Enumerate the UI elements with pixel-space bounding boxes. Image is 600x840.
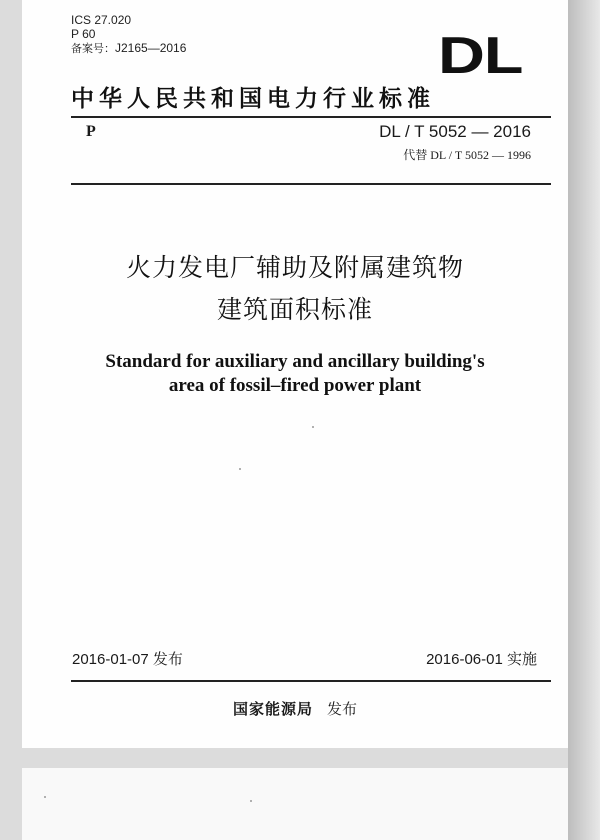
ics-code: ICS 27.020 bbox=[71, 13, 132, 27]
footer-divider bbox=[71, 680, 551, 682]
scan-speck bbox=[239, 468, 241, 470]
issuer-name: 国家能源局 bbox=[232, 700, 313, 718]
document-cover-page bbox=[22, 0, 568, 748]
industry-standard-title: 中华人民共和国电力行业标准 bbox=[71, 85, 435, 112]
standard-number: DL / T 5052 — 2016 bbox=[379, 122, 531, 141]
issued-word: 发布 bbox=[327, 700, 358, 718]
page-edge-shadow bbox=[568, 0, 600, 840]
classification-letter: P bbox=[86, 123, 96, 140]
record-number-line bbox=[71, 41, 186, 56]
record-number: J2165—2016 bbox=[115, 41, 187, 55]
record-number-label: 备案号： bbox=[71, 42, 115, 55]
scan-speck bbox=[44, 796, 46, 798]
header-divider bbox=[71, 183, 551, 185]
issue-date: 2016-01-07 发布 bbox=[72, 651, 183, 668]
title-english-line-2: area of fossil–fired power plant bbox=[168, 375, 422, 396]
scan-speck bbox=[250, 800, 252, 802]
class-code: P 60 bbox=[71, 27, 96, 41]
ics-block bbox=[71, 13, 186, 56]
title-chinese-line-2: 建筑面积标准 bbox=[216, 295, 373, 324]
top-divider bbox=[71, 116, 551, 118]
scan-speck bbox=[312, 426, 314, 428]
next-page-strip bbox=[22, 768, 568, 840]
implementation-date: 2016-06-01 实施 bbox=[426, 651, 537, 668]
replaces-standard: 代替 DL / T 5052 — 1996 bbox=[403, 148, 531, 162]
dl-logo: DL bbox=[438, 27, 523, 85]
publisher-line bbox=[22, 700, 568, 718]
title-english-line-1: Standard for auxiliary and ancillary building's bbox=[105, 351, 485, 372]
title-chinese-line-1: 火力发电厂辅助及附属建筑物 bbox=[125, 253, 464, 282]
